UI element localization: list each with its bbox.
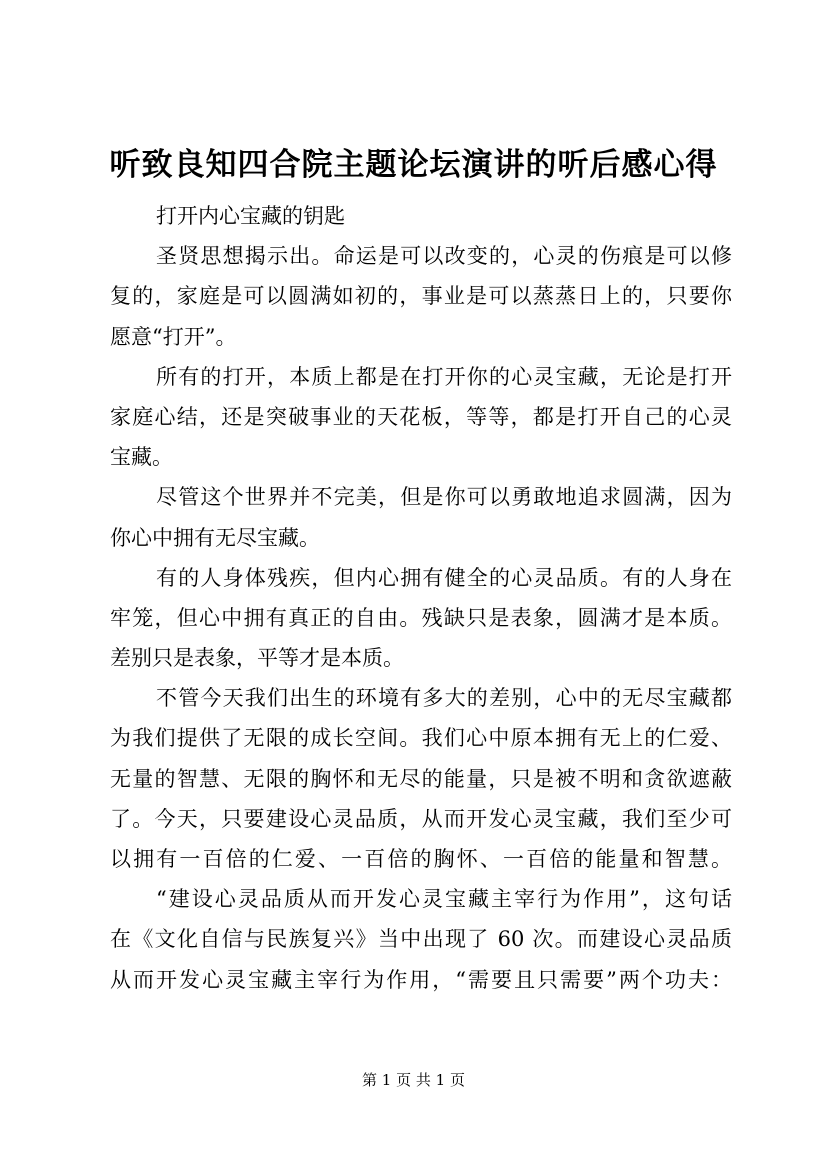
body-line: 有的人身体残疾，但内心拥有健全的心灵品质。有的人身在 xyxy=(156,565,732,590)
body-line: 了。今天，只要建设心灵品质，从而开发心灵宝藏，我们至少可 xyxy=(110,806,732,831)
body-line: 无量的智慧、无限的胸怀和无尽的能量，只是被不明和贪欲遮蔽 xyxy=(110,766,732,791)
body-line: 以拥有一百倍的仁爱、一百倍的胸怀、一百倍的能量和智慧。 xyxy=(110,847,732,871)
body-line: 所有的打开，本质上都是在打开你的心灵宝藏，无论是打开 xyxy=(156,364,732,389)
body-line: 牢笼，但心中拥有真正的自由。残缺只是表象，圆满才是本质。 xyxy=(110,605,732,630)
body-line: 愿意“打开”。 xyxy=(110,324,237,349)
body-line: 差别只是表象，平等才是本质。 xyxy=(110,646,404,671)
body-line: 复的，家庭是可以圆满如初的，事业是可以蒸蒸日上的，只要你 xyxy=(110,284,732,309)
body-line: 在《文化自信与民族复兴》当中出现了 60 次。而建设心灵品质 xyxy=(110,927,732,952)
body-line: 圣贤思想揭示出。命运是可以改变的，心灵的伤痕是可以修 xyxy=(156,244,732,269)
body-line: 宝藏。 xyxy=(110,445,173,470)
body-line: 家庭心结，还是突破事业的天花板，等等，都是打开自己的心灵 xyxy=(110,404,732,429)
body-line: 从而开发心灵宝藏主宰行为作用，“需要且只需要”两个功夫： xyxy=(110,967,732,992)
document-body xyxy=(110,196,732,1000)
body-line: “建设心灵品质从而开发心灵宝藏主宰行为作用”，这句话 xyxy=(156,887,732,912)
body-line: 你心中拥有无尽宝藏。 xyxy=(110,525,320,550)
body-line: 不管今天我们出生的环境有多大的差别，心中的无尽宝藏都 xyxy=(156,686,732,711)
body-line: 尽管这个世界并不完美，但是你可以勇敢地追求圆满，因为 xyxy=(156,485,732,510)
body-line: 为我们提供了无限的成长空间。我们心中原本拥有无上的仁爱、 xyxy=(110,726,732,751)
page-footer: 第 1 页 共 1 页 xyxy=(362,1071,465,1089)
body-line: 打开内心宝藏的钥匙 xyxy=(156,204,345,228)
document-title: 听致良知四合院主题论坛演讲的听后感心得 xyxy=(109,147,718,183)
